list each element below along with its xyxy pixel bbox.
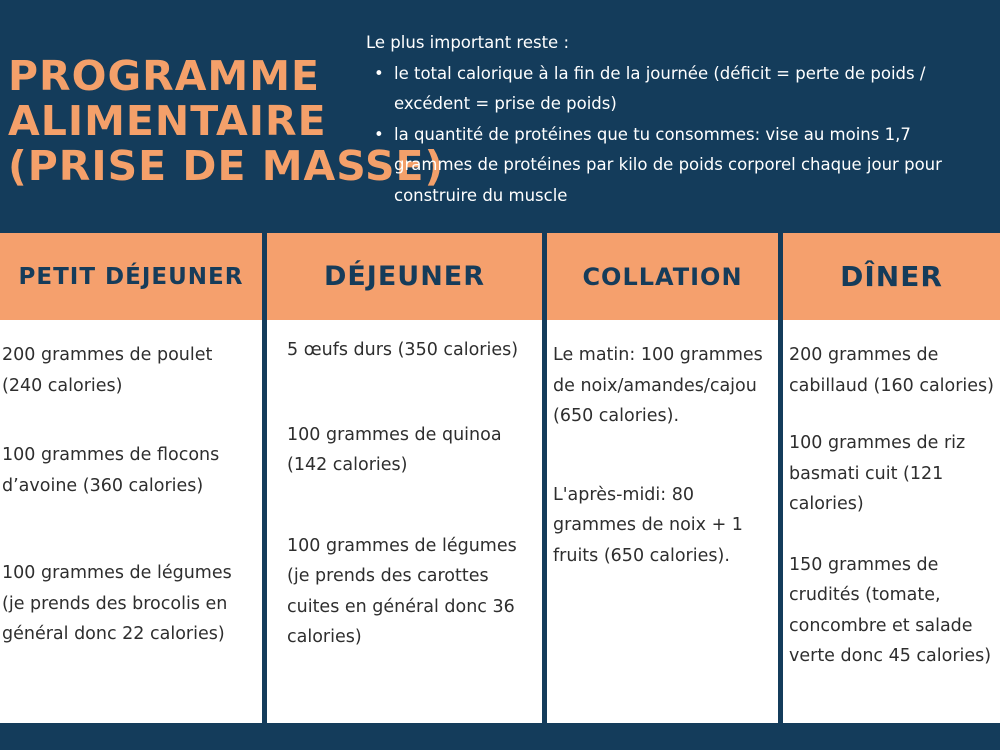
column-body — [547, 320, 778, 723]
column-petit-dejeuner — [0, 233, 262, 723]
meal-item: Le matin: 100 grammes de noix/amandes/cajou (650 calories). — [553, 345, 763, 426]
meal-item: 150 grammes de crudités (tomate, concombre et salade verte donc 45 calories) — [789, 554, 992, 666]
intro-bullet: • la quantité de protéines que tu consommes: vise au moins 1,7 grammes de protéines par kilo de poids corporel chaque jour pour construire du muscle — [394, 120, 986, 212]
meal-table — [0, 233, 1000, 723]
column-body — [783, 320, 1000, 723]
column-body — [267, 320, 542, 723]
column-header: PETIT DÉJEUNER — [0, 233, 262, 320]
intro-bullet: • le total calorique à la fin de la journée (déficit = perte de poids / excédent = prise de poids) — [394, 59, 986, 120]
column-header: DÎNER — [783, 233, 1000, 320]
meal-item: 100 grammes de quinoa (142 calories) — [287, 424, 502, 475]
intro-bullet-list — [366, 59, 986, 212]
meal-item: 100 grammes de flocons d’avoine (360 calories) — [2, 445, 220, 496]
meal-item: L'après-midi: 80 grammes de noix + 1 fruits (650 calories). — [553, 484, 743, 566]
column-diner — [783, 233, 1000, 723]
column-header: DÉJEUNER — [267, 233, 542, 320]
title-line: PROGRAMME — [8, 52, 321, 100]
title-line: (PRISE DE MASSE) — [8, 142, 445, 190]
page-title — [8, 52, 445, 190]
meal-item: 100 grammes de légumes (je prends des brocolis en général donc 22 calories) — [2, 563, 232, 644]
column-header: COLLATION — [547, 233, 778, 320]
meal-item: 200 grammes de poulet (240 calories) — [2, 345, 213, 396]
title-line: ALIMENTAIRE — [8, 97, 327, 145]
intro-block — [366, 28, 986, 211]
meal-item: 100 grammes de légumes (je prends des carottes cuites en général donc 36 calories) — [287, 535, 517, 647]
column-dejeuner — [267, 233, 542, 723]
meal-item: 200 grammes de cabillaud (160 calories) — [789, 345, 995, 396]
intro-text: Le plus important reste : — [366, 33, 570, 52]
meal-item: 100 grammes de riz basmati cuit (121 calories) — [789, 433, 966, 514]
column-collation — [547, 233, 778, 723]
meal-item: 5 œufs durs (350 calories) — [287, 340, 519, 360]
column-body — [0, 320, 262, 723]
